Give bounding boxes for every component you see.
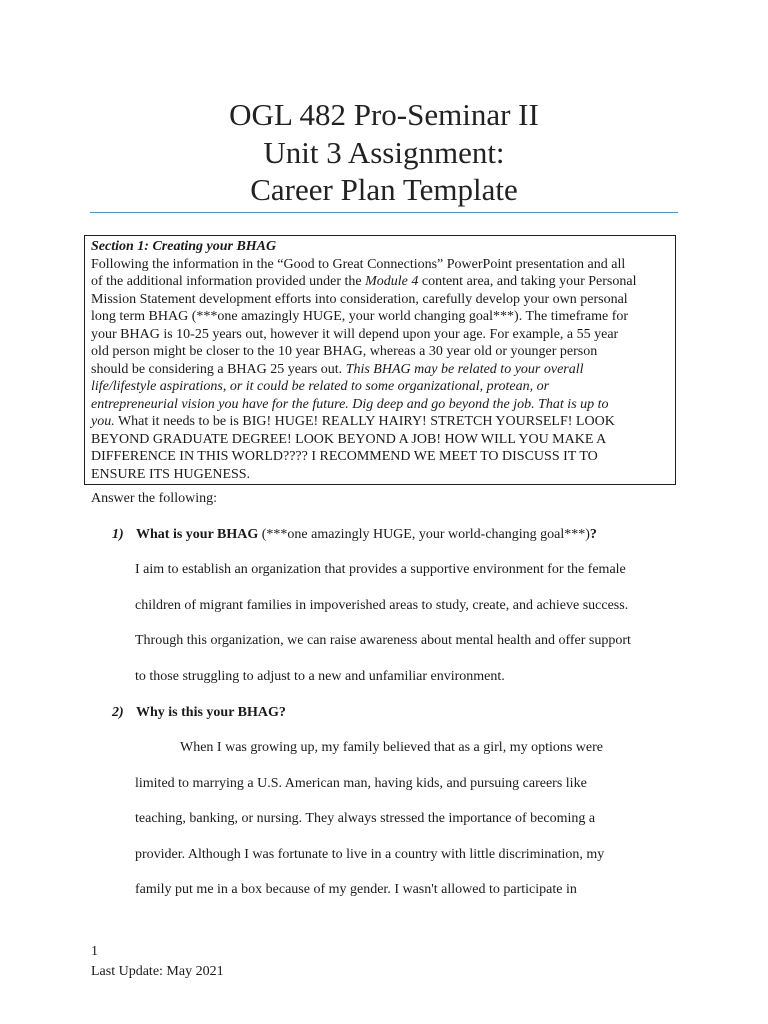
question-bold-text: Why is this your BHAG?	[136, 705, 286, 720]
module-reference: Module 4	[365, 274, 419, 289]
document-title	[90, 96, 678, 209]
section-italic-text: life/lifestyle aspirations, or it could be related to some organizational, protean, or	[91, 379, 550, 394]
section-1-box	[84, 235, 676, 485]
section-line: long term BHAG (***one amazingly HUGE, your world changing goal***). The timeframe for	[91, 309, 629, 324]
section-line: your BHAG is 10-25 years out, however it will depend upon your age. For example, a 55 year	[91, 326, 619, 342]
title-divider	[90, 212, 678, 213]
question-number: 2)	[112, 705, 124, 720]
section-line	[91, 413, 675, 431]
answer-2	[135, 739, 604, 917]
section-line: ENSURE ITS HUGENESS.	[91, 466, 251, 482]
title-line-3: Career Plan Template	[250, 172, 518, 207]
section-line	[91, 396, 675, 414]
answer-line: When I was growing up, my family believed that as a girl, my options were	[180, 740, 604, 755]
section-line	[91, 378, 675, 396]
section-italic-text: This BHAG may be related to your overall	[345, 361, 584, 377]
title-line-1: OGL 482 Pro-Seminar II	[229, 97, 539, 132]
section-line: old person might be closer to the 10 year BHAG, whereas a 30 year old or younger person	[91, 344, 598, 359]
question-number: 1)	[112, 527, 124, 542]
section-italic-text: entrepreneurial vision you have for the future. Dig deep and go beyond the job. That is up to	[91, 396, 609, 412]
section-text: should be considering a BHAG 25 years out.	[91, 361, 346, 377]
question-2	[112, 704, 286, 721]
section-line: DIFFERENCE IN THIS WORLD???? I RECOMMEND WE MEET TO DISCUSS IT TO	[91, 449, 598, 464]
section-text: of the additional information provided under the	[91, 274, 366, 289]
question-bold-text: ?	[589, 527, 597, 542]
page-number: 1	[91, 944, 98, 959]
section-line: BEYOND GRADUATE DEGREE! LOOK BEYOND A JOB! HOW WILL YOU MAKE A	[91, 431, 607, 447]
answer-line: to those struggling to adjust to a new and unfamiliar environment.	[135, 668, 505, 684]
answer-line: teaching, banking, or nursing. They always stressed the importance of becoming a	[135, 811, 596, 826]
question-bold-text: What is your BHAG	[136, 527, 259, 542]
answer-line: I aim to establish an organization that provides a supportive environment for the female	[135, 562, 626, 577]
section-heading: Section 1: Creating your BHAG	[91, 239, 277, 254]
section-line	[91, 273, 675, 291]
answer-1	[135, 561, 631, 703]
answer-line: provider. Although I was fortunate to live in a country with little discrimination, my	[135, 846, 605, 862]
last-update: Last Update: May 2021	[91, 963, 224, 979]
section-italic-text: you.	[91, 414, 115, 429]
page-footer	[91, 942, 224, 981]
section-text: What it needs to be is BIG! HUGE! REALLY HAIRY! STRETCH YOURSELF! LOOK	[114, 414, 615, 429]
section-line	[91, 361, 675, 379]
answer-line: family put me in a box because of my gender. I wasn't allowed to participate in	[135, 882, 577, 897]
section-line: Following the information in the “Good to Great Connections” PowerPoint presentation and all	[91, 256, 626, 272]
answer-line: children of migrant families in impoverished areas to study, create, and achieve success.	[135, 597, 629, 613]
question-text: (***one amazingly HUGE, your world-changing goal***)	[258, 527, 590, 542]
answer-instruction: Answer the following:	[91, 491, 217, 506]
section-text: content area, and taking your Personal	[418, 274, 637, 289]
question-1	[112, 526, 597, 543]
title-line-2: Unit 3 Assignment:	[263, 134, 505, 170]
section-line: Mission Statement development efforts into consideration, carefully develop your own personal	[91, 291, 628, 307]
answer-line: limited to marrying a U.S. American man, having kids, and pursuing careers like	[135, 775, 587, 791]
answer-line: Through this organization, we can raise awareness about mental health and offer support	[135, 633, 631, 648]
